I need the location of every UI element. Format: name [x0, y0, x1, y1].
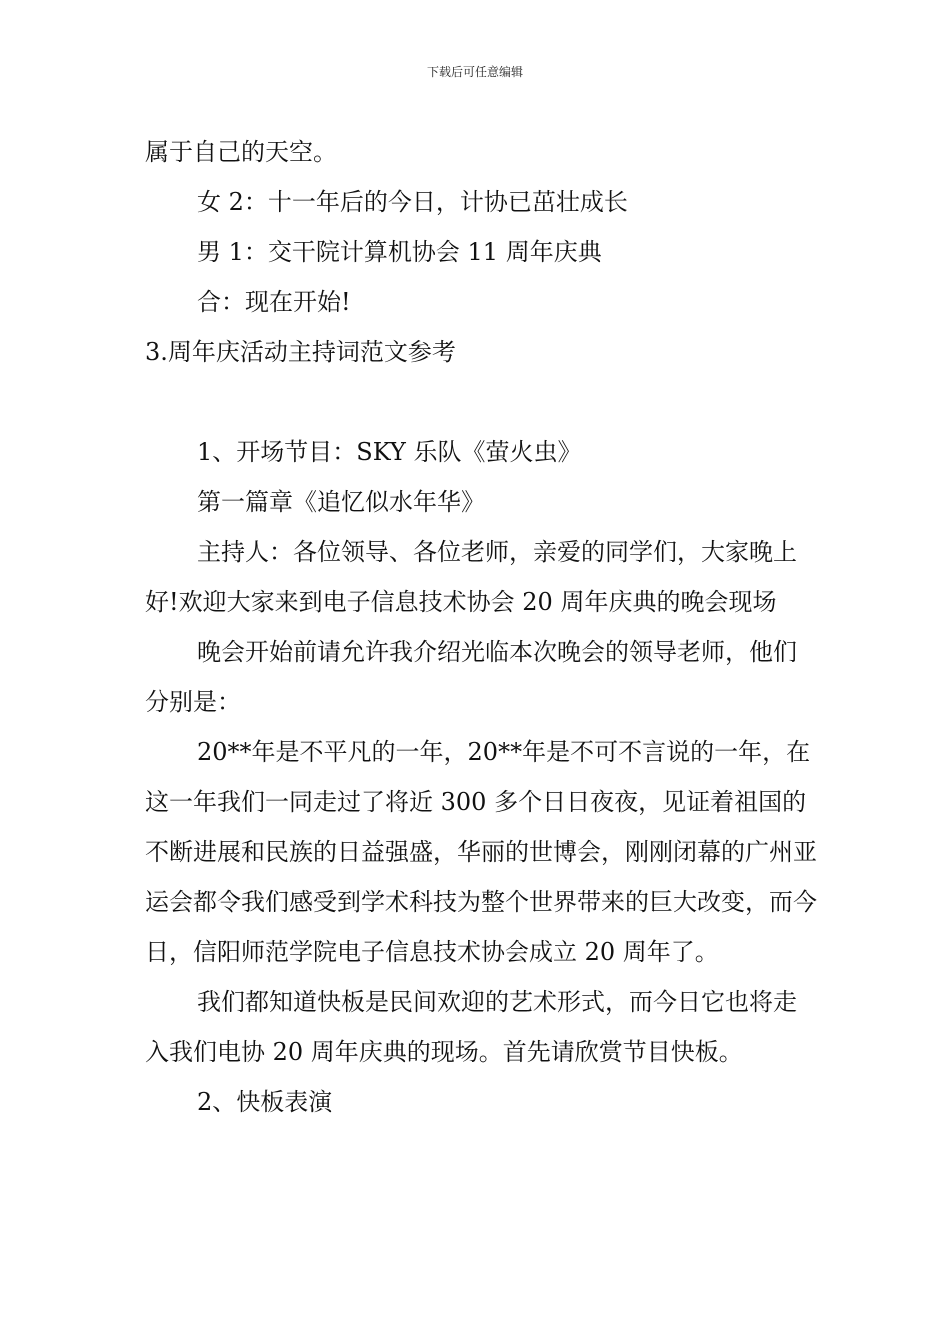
- page-header: 下载后可任意编辑: [426, 65, 523, 79]
- blank-line: [145, 377, 820, 427]
- paragraph: 晚会开始前请允许我介绍光临本次晚会的领导老师，他们分别是：: [145, 638, 797, 716]
- paragraph: 女 2：十一年后的今日，计协已茁壮成长: [197, 188, 628, 216]
- paragraph: 主持人：各位领导、各位老师，亲爱的同学们，大家晚上好!欢迎大家来到电子信息技术协会 20 周年庆典的晚会现场: [145, 538, 797, 616]
- paragraph: 属于自己的天空。: [145, 138, 337, 166]
- paragraph: 20**年是不平凡的一年，20**年是不可不言说的一年，在这一年我们一同走过了将近 300 多个日日夜夜，见证着祖国的不断进展和民族的日益强盛，华丽的世博会，刚刚闭幕的广州亚运会都令我们感受到学术科技为整个世界带来的巨大改变，而今日，信阳师范学院电子信息技术协会成立 20 周年了。: [145, 738, 817, 966]
- document-body: [145, 127, 820, 1127]
- paragraph: 1、开场节目：SKY 乐队《萤火虫》: [197, 438, 582, 466]
- paragraph: 男 1：交干院计算机协会 11 周年庆典: [197, 238, 602, 266]
- section-heading: 3.周年庆活动主持词范文参考: [145, 338, 456, 366]
- paragraph: 2、快板表演: [197, 1088, 333, 1116]
- paragraph: 合：现在开始!: [197, 288, 351, 316]
- paragraph: 第一篇章《追忆似水年华》: [197, 488, 485, 516]
- paragraph: 我们都知道快板是民间欢迎的艺术形式，而今日它也将走入我们电协 20 周年庆典的现场。首先请欣赏节目快板。: [145, 988, 797, 1066]
